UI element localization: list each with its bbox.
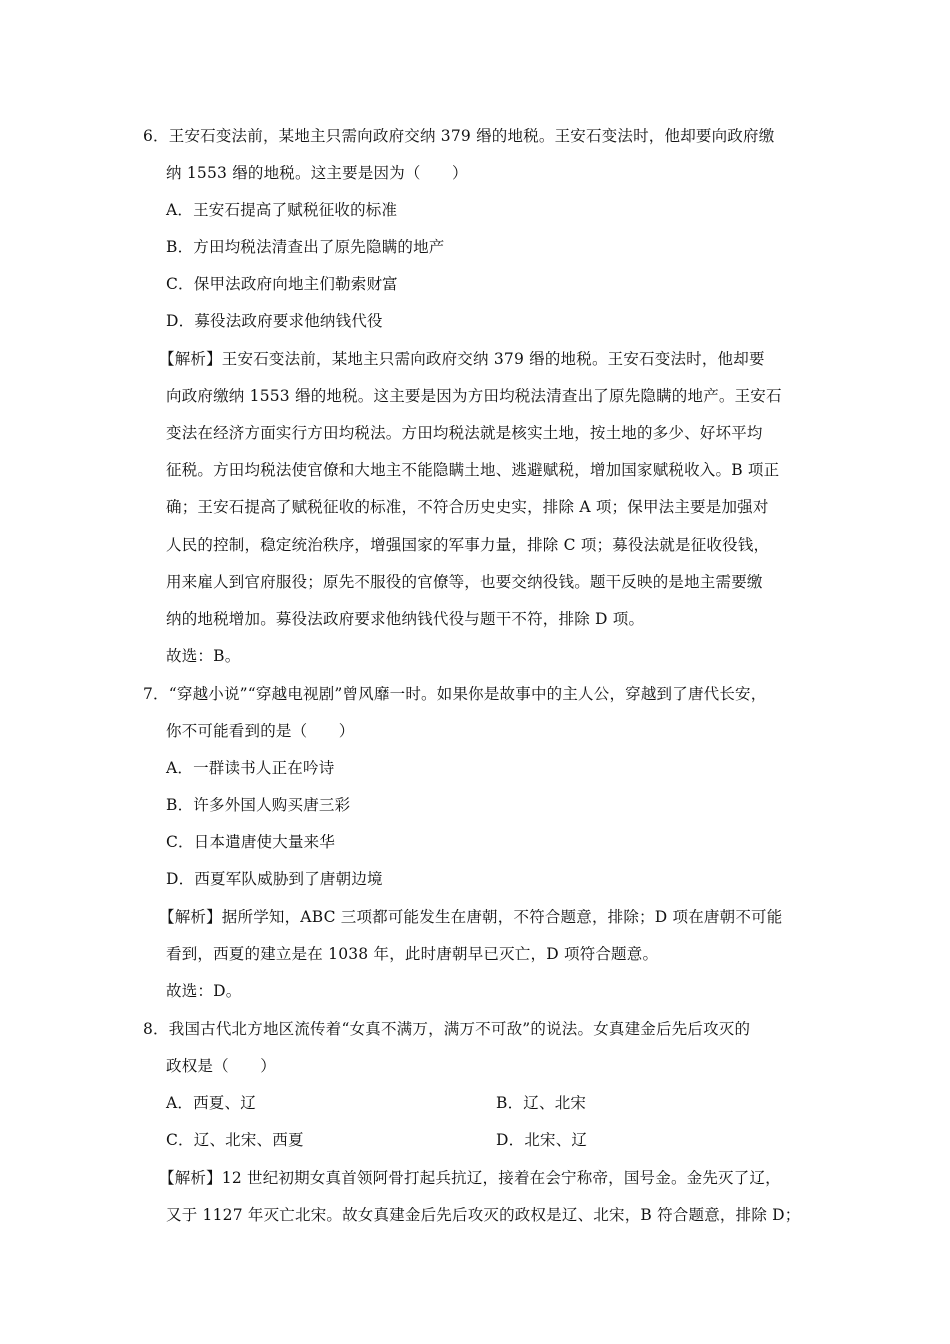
q7-analysis-line-2: 看到，西夏的建立是在 1038 年，此时唐朝早已灭亡，D 项符合题意。 [166,945,659,963]
q6-analysis-line-2: 向政府缴纳 1553 缗的地税。这主要是因为方田均税法清查出了原先隐瞒的地产。王安石 [166,387,782,405]
q8-analysis-line-2: 又于 1127 年灭亡北宋。故女真建金后先后攻灭的政权是辽、北宋，B 符合题意，排除 D； [166,1206,801,1224]
q6-option-c: C．保甲法政府向地主们勒索财富 [166,275,398,293]
q8-stem-line-1: 8．我国古代北方地区流传着“女真不满万，满万不可敌”的说法。女真建金后先后攻灭的 [143,1020,751,1038]
q7-stem-line-1: 7．“穿越小说”“穿越电视剧”曾风靡一时。如果你是故事中的主人公，穿越到了唐代长安， [143,685,767,703]
q7-analysis-line-1: 【解析】据所学知，ABC 三项都可能发生在唐朝，不符合题意，排除；D 项在唐朝不可能 [159,908,783,926]
q6-analysis-line-6: 人民的控制，稳定统治秩序，增强国家的军事力量，排除 C 项；募役法就是征收役钱， [166,536,770,554]
q7-option-d: D．西夏军队威胁到了唐朝边境 [166,870,383,888]
q8-analysis-line-1: 【解析】12 世纪初期女真首领阿骨打起兵抗辽，接着在会宁称帝，国号金。金先灭了辽， [159,1169,781,1187]
q6-analysis-line-5: 确；王安石提高了赋税征收的标准，不符合历史史实，排除 A 项；保甲法主要是加强对 [166,498,769,516]
q7-stem-line-2: 你不可能看到的是（ ） [166,722,355,740]
q6-analysis-line-4: 征税。方田均税法使官僚和大地主不能隐瞒土地、逃避赋税，增加国家赋税收入。B 项正 [166,461,780,479]
q6-option-d: D．募役法政府要求他纳钱代役 [166,312,383,330]
q6-analysis-line-7: 用来雇人到官府服役；原先不服役的官僚等，也要交纳役钱。题干反映的是地主需要缴 [166,573,763,591]
q8-stem-line-2: 政权是（ ） [166,1057,276,1075]
q6-stem-line-1: 6．王安石变法前，某地主只需向政府交纳 379 缗的地税。王安石变法时，他却要向政府缴 [143,127,775,145]
q6-option-b: B．方田均税法清查出了原先隐瞒的地产 [166,238,445,256]
q7-answer: 故选：D。 [166,982,242,1000]
q8-option-d: D．北宋、辽 [496,1131,588,1149]
q7-option-c: C．日本遣唐使大量来华 [166,833,336,851]
q6-analysis-line-3: 变法在经济方面实行方田均税法。方田均税法就是核实土地，按土地的多少、好坏平均 [166,424,763,442]
q6-analysis-line-8: 纳的地税增加。募役法政府要求他纳钱代役与题干不符，排除 D 项。 [166,610,645,628]
q7-option-b: B．许多外国人购买唐三彩 [166,796,351,814]
q8-option-a: A．西夏、辽 [166,1094,256,1112]
q6-stem-line-2: 纳 1553 缗的地税。这主要是因为（ ） [166,164,468,182]
q7-option-a: A．一群读书人正在吟诗 [166,759,335,777]
q6-answer: 故选：B。 [166,647,241,665]
q6-option-a: A．王安石提高了赋税征收的标准 [166,201,398,219]
q8-option-c: C．辽、北宋、西夏 [166,1131,304,1149]
q6-analysis-line-1: 【解析】王安石变法前，某地主只需向政府交纳 379 缗的地税。王安石变法时，他却要 [159,350,765,368]
q8-option-b: B．辽、北宋 [496,1094,587,1112]
